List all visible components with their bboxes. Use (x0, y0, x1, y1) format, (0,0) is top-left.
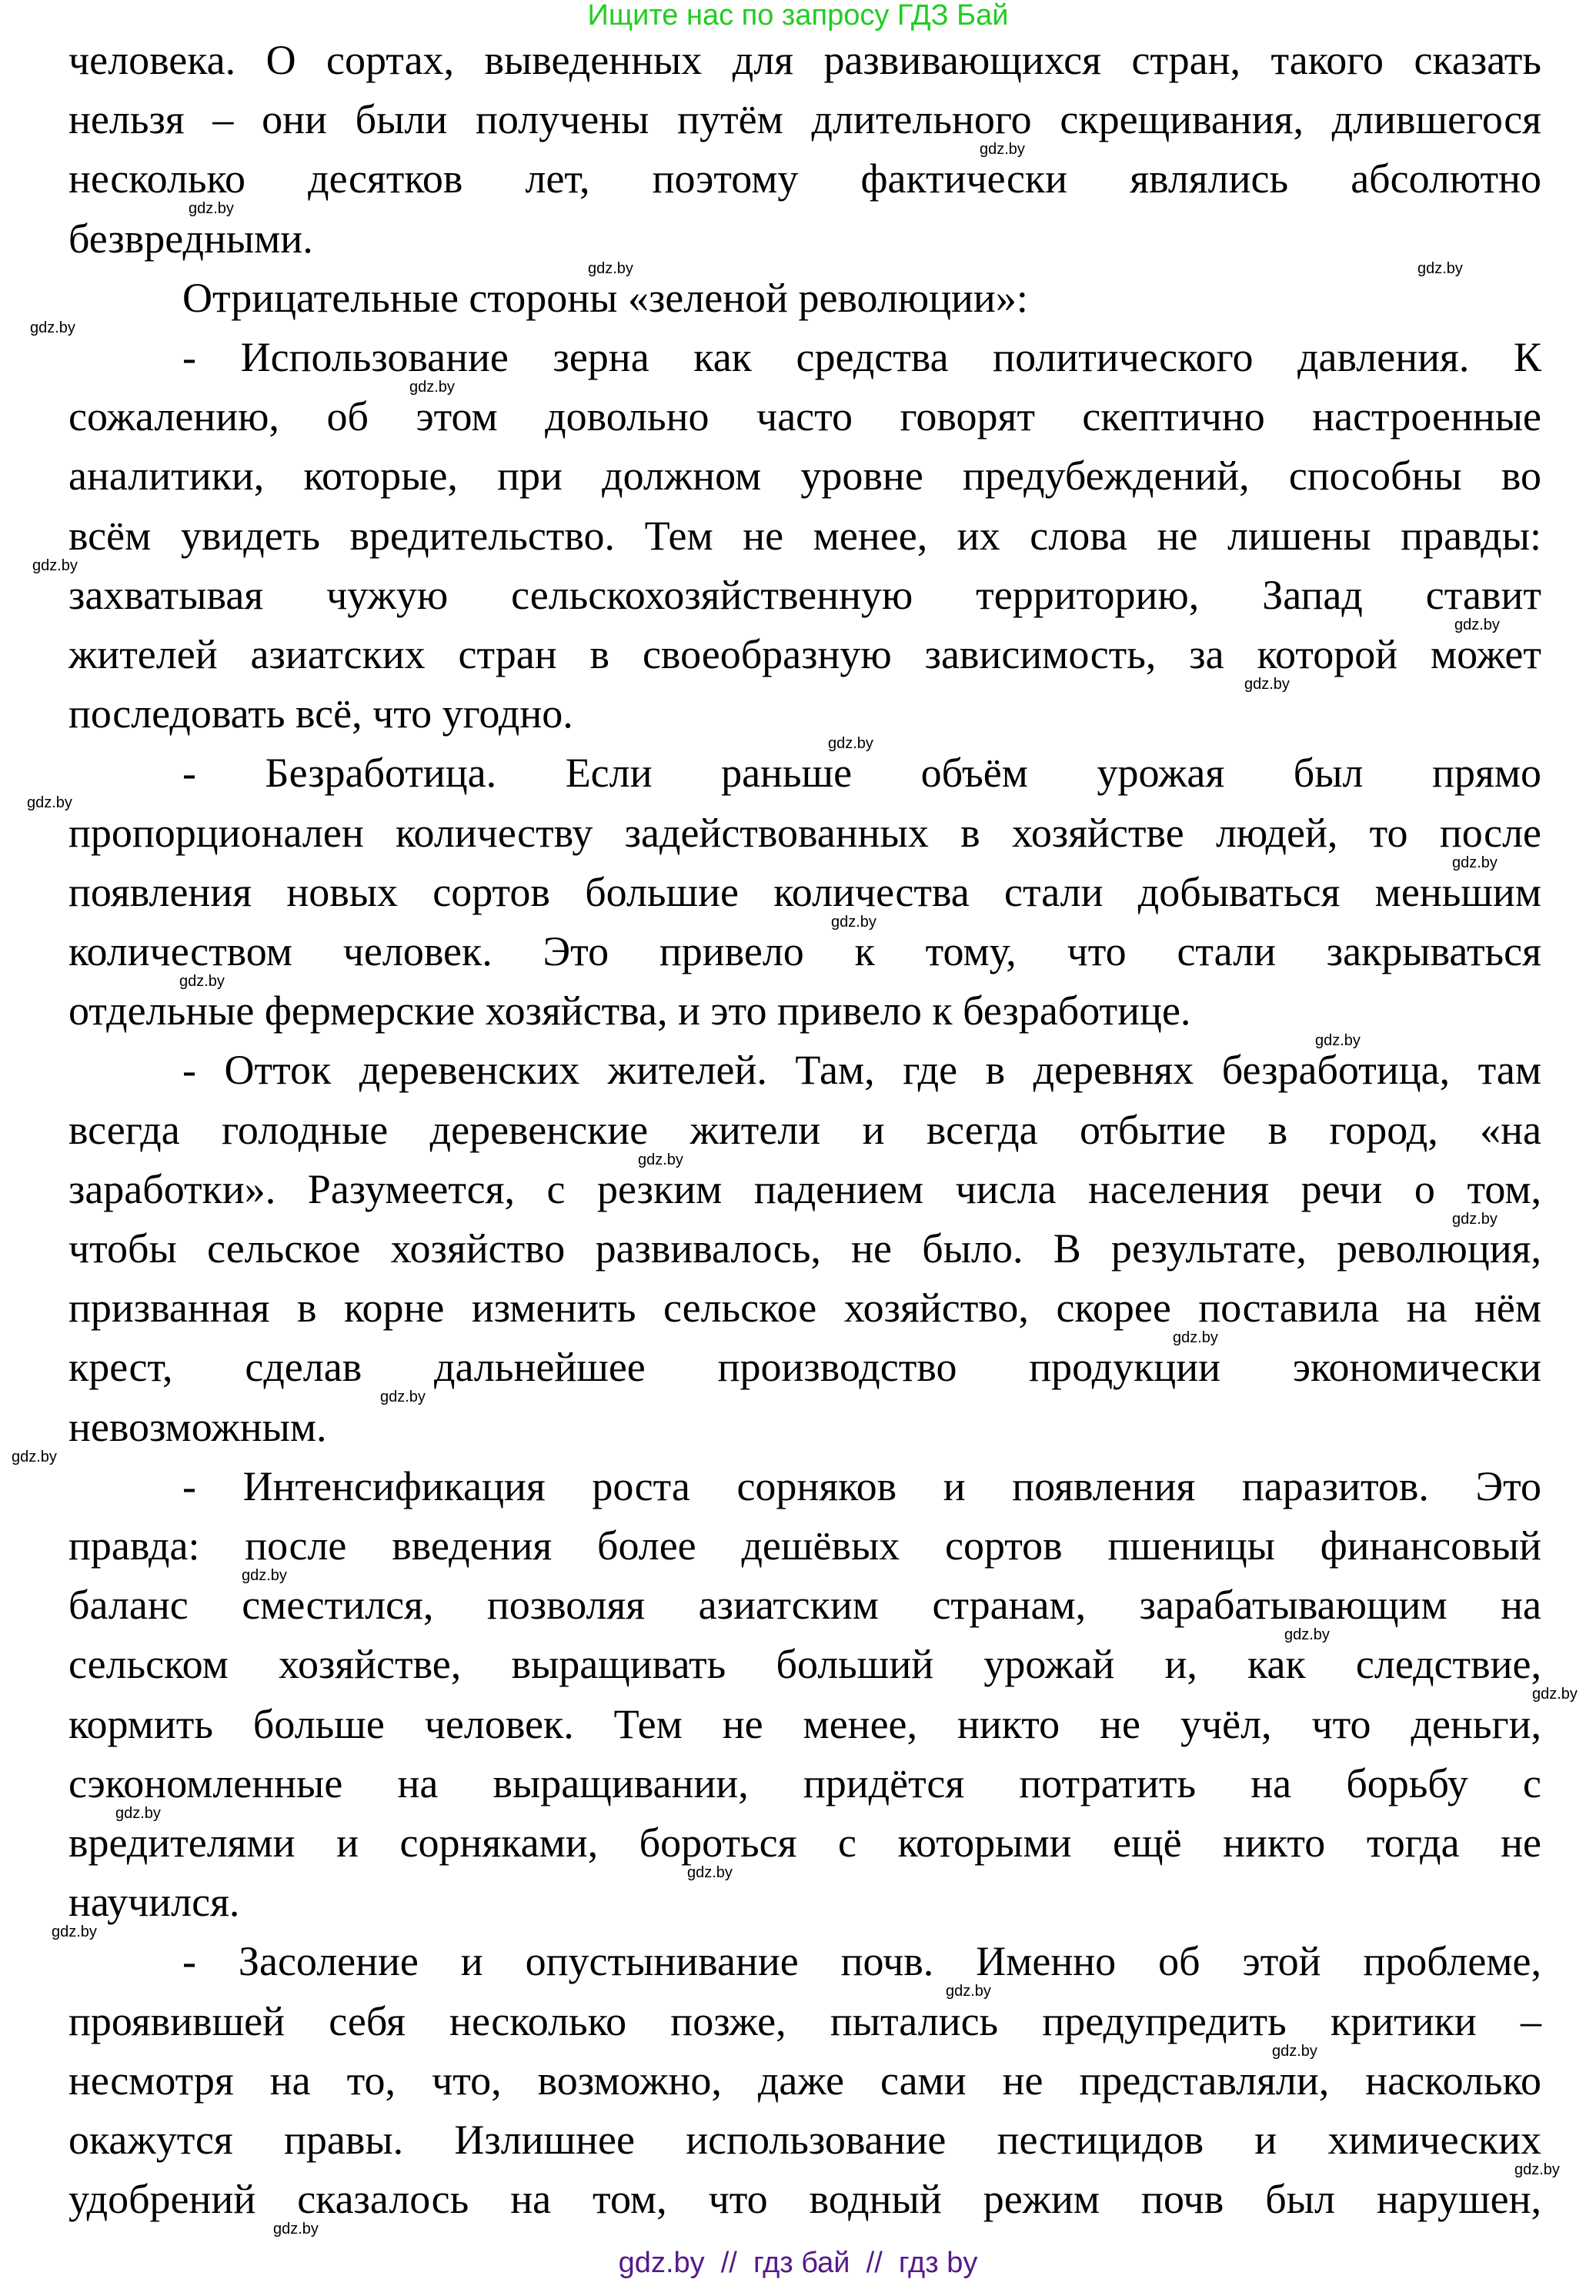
text-line: вредителями и сорняками, бороться с которыми ещё никто тогда не (68, 1820, 1541, 1866)
text-line: количеством человек. Это привело к тому, что стали закрываться (68, 928, 1541, 974)
watermark-text: gdz.by (1244, 676, 1290, 693)
text-line: последовать всё, что угодно. (68, 690, 573, 737)
text-line: призванная в корне изменить сельское хозяйство, скорее поставила на нём (68, 1285, 1541, 1332)
text-line: - Отток деревенских жителей. Там, где в деревнях безработица, там (182, 1047, 1541, 1094)
text-line: баланс сместился, позволяя азиатским странам, зарабатывающим на (68, 1582, 1541, 1629)
watermark-text: gdz.by (115, 1804, 161, 1822)
watermark-text: gdz.by (52, 1923, 97, 1941)
watermark-text: gdz.by (1532, 1686, 1578, 1703)
watermark-text: gdz.by (1284, 1626, 1330, 1644)
watermark-text: gdz.by (1173, 1329, 1218, 1347)
text-line: заработки». Разумеется, с резким падением числа населения речи о том, (68, 1165, 1541, 1212)
text-line: человека. О сортах, выведенных для развивающихся стран, такого сказать (68, 37, 1541, 83)
text-line: окажутся правы. Излишнее использование пестицидов и химических (68, 2117, 1541, 2163)
watermark-text: gdz.by (687, 1864, 733, 1881)
watermark-text: gdz.by (30, 319, 75, 336)
watermark-text: gdz.by (638, 1151, 683, 1168)
watermark-text: gdz.by (1452, 1210, 1498, 1228)
watermark-text: gdz.by (588, 259, 633, 277)
text-line: жителей азиатских стран в своеобразную зависимость, за которой может (68, 631, 1541, 677)
watermark-text: gdz.by (273, 2221, 319, 2238)
text-line: аналитики, которые, при должном уровне предубеждений, способны во (68, 453, 1541, 500)
text-line: невозможным. (68, 1403, 327, 1450)
text-line: сельском хозяйстве, выращивать больший урожай и, как следствие, (68, 1641, 1541, 1688)
text-line: научился. (68, 1879, 240, 1926)
watermark-text: gdz.by (12, 1448, 57, 1465)
watermark-text: gdz.by (409, 379, 455, 396)
text-line: удобрений сказалось на том, что водный режим почв был нарушен, (68, 2176, 1541, 2223)
watermark-text: gdz.by (380, 1389, 426, 1406)
watermark-text: gdz.by (831, 913, 876, 931)
watermark-header: Ищите нас по запросу ГДЗ Бай (587, 0, 1009, 32)
watermark-text: gdz.by (27, 794, 72, 812)
text-line: - Безработица. Если раньше объём урожая был прямо (182, 750, 1541, 797)
text-line: - Использование зерна как средства политического давления. К (182, 334, 1541, 380)
text-line: - Засоление и опустынивание почв. Именно об этой проблеме, (182, 1938, 1541, 1985)
text-line: Отрицательные стороны «зеленой революции»: (182, 274, 1028, 321)
text-line: правда: после введения более дешёвых сортов пшеницы финансовый (68, 1522, 1541, 1569)
watermark-text: gdz.by (980, 141, 1025, 159)
text-line: кормить больше человек. Тем не менее, никто не учёл, что деньги, (68, 1700, 1541, 1747)
watermark-text: gdz.by (1272, 2042, 1317, 2060)
watermark-text: gdz.by (189, 200, 234, 218)
text-line: появления новых сортов большие количества стали добываться меньшим (68, 868, 1541, 915)
watermark-text: gdz.by (1514, 2161, 1560, 2178)
text-line: отдельные фермерские хозяйства, и это привело к безработице. (68, 988, 1191, 1034)
watermark-text: gdz.by (1452, 854, 1498, 871)
watermark-text: gdz.by (1417, 259, 1463, 277)
text-line: - Интенсификация роста сорняков и появления паразитов. Это (182, 1462, 1541, 1509)
text-line: всегда голодные деревенские жители и всегда отбытие в город, «на (68, 1106, 1541, 1153)
text-line: безвредными. (68, 215, 313, 262)
watermark-text: gdz.by (828, 735, 873, 753)
watermark-text: gdz.by (946, 1983, 991, 2000)
watermark-text: gdz.by (1315, 1032, 1361, 1050)
watermark-text: gdz.by (1454, 616, 1500, 633)
text-line: крест, сделав дальнейшее производство продукции экономически (68, 1344, 1541, 1391)
text-line: захватывая чужую сельскохозяйственную территорию, Запад ставит (68, 571, 1541, 618)
text-line: пропорционален количеству задействованных в хозяйстве людей, то после (68, 809, 1541, 856)
text-line: несколько десятков лет, поэтому фактически являлись абсолютно (68, 155, 1541, 202)
text-line: чтобы сельское хозяйство развивалось, не было. В результате, революция, (68, 1225, 1541, 1272)
text-line: несмотря на то, что, возможно, даже сами не представляли, насколько (68, 2057, 1541, 2104)
text-line: проявившей себя несколько позже, пытались предупредить критики – (68, 1997, 1541, 2044)
watermark-text: gdz.by (179, 973, 225, 990)
watermark-text: gdz.by (32, 556, 78, 574)
text-line: сэкономленные на выращивании, придётся потратить на борьбу с (68, 1760, 1541, 1806)
text-line: сожалению, об этом довольно часто говорят скептично настроенные (68, 393, 1541, 440)
text-line: всём увидеть вредительство. Тем не менее, их слова не лишены правды: (68, 512, 1541, 559)
watermark-footer: gdz.by // гдз бай // гдз by (618, 2247, 978, 2279)
watermark-text: gdz.by (242, 1567, 287, 1584)
text-line: нельзя – они были получены путём длительного скрещивания, длившегося (68, 96, 1541, 143)
